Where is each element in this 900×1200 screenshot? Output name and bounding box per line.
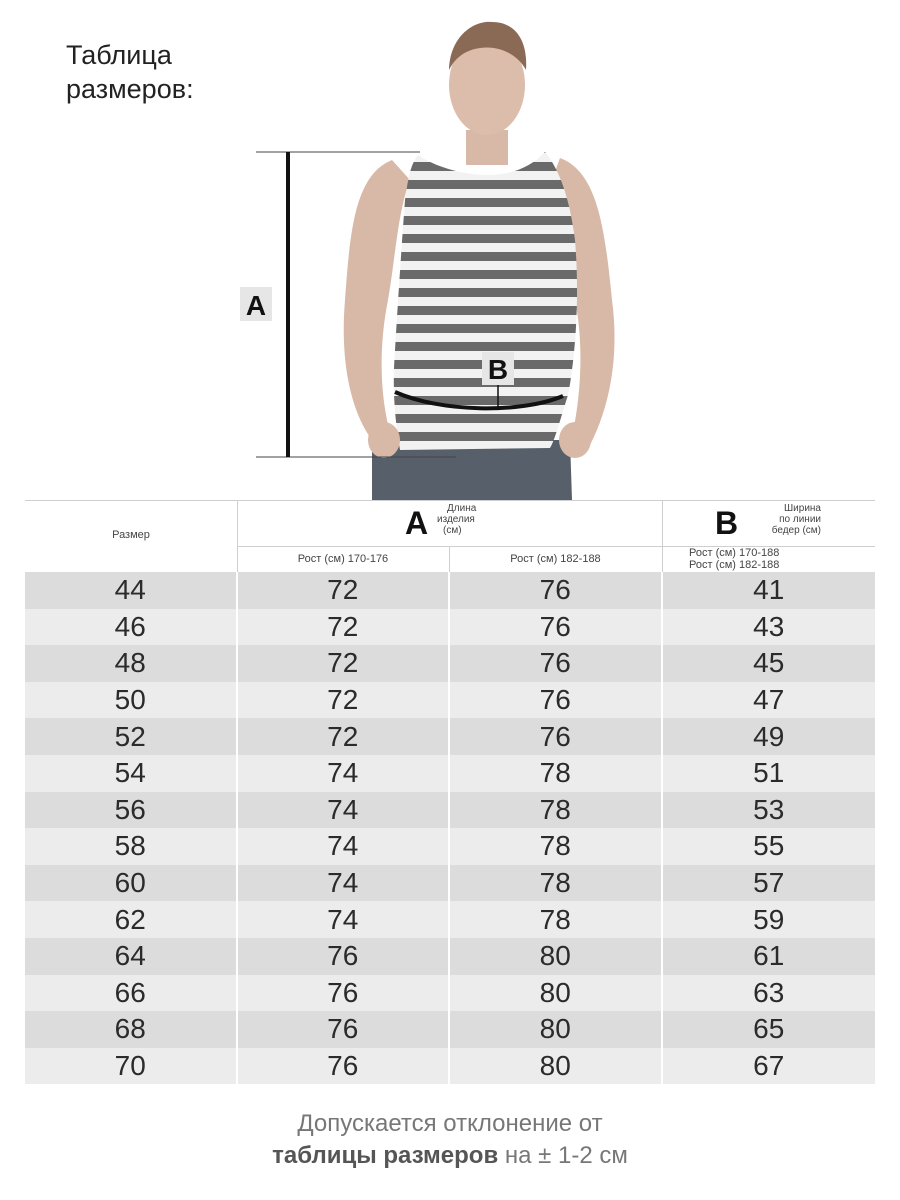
sub-a1: Рост (см) 170-176 (297, 553, 389, 565)
title-line-1: Таблица (66, 40, 172, 70)
size-cell: 70 (25, 1048, 238, 1085)
table-row (25, 718, 875, 755)
table-body (25, 572, 875, 1084)
hip-width-cell: 53 (753, 793, 785, 825)
length-182-188-cell: 78 (450, 828, 663, 865)
size-cell: 52 (25, 718, 238, 755)
hip-width-cell: 43 (753, 610, 785, 642)
length-182-188-cell: 80 (450, 938, 663, 975)
hip-width-cell: 41 (753, 574, 785, 606)
length-182-188-cell: 80 (450, 1048, 663, 1085)
table-row (25, 975, 875, 1012)
table-row (25, 901, 875, 938)
label-a: A (245, 290, 267, 321)
title-line-2: размеров: (66, 74, 194, 104)
length-182-188-cell: 78 (450, 755, 663, 792)
hip-width-cell: 55 (753, 830, 785, 862)
length-182-188-cell: 78 (450, 792, 663, 829)
sub-b: Рост (см) 170-188 Рост (см) 182-188 (689, 547, 780, 571)
length-170-176-cell: 74 (238, 755, 451, 792)
length-170-176-cell: 76 (238, 938, 451, 975)
label-b: B (487, 354, 509, 385)
table-row (25, 755, 875, 792)
length-170-176-cell: 72 (238, 645, 451, 682)
tank-top (394, 152, 577, 450)
right-hand (559, 422, 591, 458)
length-182-188-cell: 76 (450, 609, 663, 646)
note-rest: на ± 1-2 см (498, 1142, 628, 1169)
length-170-176-cell: 74 (238, 828, 451, 865)
length-182-188-cell: 76 (450, 572, 663, 609)
size-header: Размер (112, 529, 150, 541)
size-cell: 54 (25, 755, 238, 792)
size-table (25, 500, 875, 1082)
size-cell: 64 (25, 938, 238, 975)
table-row (25, 645, 875, 682)
table-row (25, 609, 875, 646)
size-cell: 58 (25, 828, 238, 865)
size-cell: 68 (25, 1011, 238, 1048)
length-170-176-cell: 76 (238, 1011, 451, 1048)
table-row (25, 1048, 875, 1085)
length-182-188-cell: 76 (450, 682, 663, 719)
table-row (25, 865, 875, 902)
hip-width-cell: 63 (753, 976, 785, 1008)
table-header (25, 500, 875, 573)
length-182-188-cell: 78 (450, 865, 663, 902)
length-170-176-cell: 74 (238, 865, 451, 902)
length-182-188-cell: 80 (450, 1011, 663, 1048)
size-cell: 44 (25, 572, 238, 609)
hip-width-cell: 65 (753, 1013, 785, 1045)
table-row (25, 792, 875, 829)
size-cell: 48 (25, 645, 238, 682)
size-cell: 56 (25, 792, 238, 829)
col-a-letter: A (405, 505, 429, 541)
hip-width-cell: 45 (753, 647, 785, 679)
note-line-2 (0, 1140, 900, 1172)
table-row (25, 828, 875, 865)
length-170-176-cell: 74 (238, 792, 451, 829)
hip-width-cell: 59 (753, 903, 785, 935)
length-182-188-cell: 80 (450, 975, 663, 1012)
hip-width-cell: 49 (753, 720, 785, 752)
size-cell: 62 (25, 901, 238, 938)
length-170-176-cell: 76 (238, 1048, 451, 1085)
note-line-1: Допускается отклонение от (297, 1110, 603, 1137)
hip-width-cell: 67 (753, 1050, 785, 1082)
length-182-188-cell: 78 (450, 901, 663, 938)
length-170-176-cell: 72 (238, 572, 451, 609)
left-hand (368, 422, 400, 458)
table-row (25, 1011, 875, 1048)
table-row (25, 572, 875, 609)
size-cell: 60 (25, 865, 238, 902)
hip-width-cell: 47 (753, 684, 785, 716)
hip-width-cell: 57 (753, 867, 785, 899)
col-b-letter: B (715, 505, 739, 541)
sub-a2: Рост (см) 182-188 (510, 553, 601, 565)
length-170-176-cell: 72 (238, 609, 451, 646)
length-170-176-cell: 72 (238, 682, 451, 719)
neck (466, 130, 508, 165)
hip-width-cell: 61 (753, 940, 785, 972)
size-cell: 50 (25, 682, 238, 719)
hip-width-cell: 51 (753, 757, 785, 789)
table-row (25, 938, 875, 975)
length-170-176-cell: 72 (238, 718, 451, 755)
deviation-note (0, 1108, 900, 1172)
length-170-176-cell: 74 (238, 901, 451, 938)
length-182-188-cell: 76 (450, 718, 663, 755)
length-182-188-cell: 76 (450, 645, 663, 682)
length-170-176-cell: 76 (238, 975, 451, 1012)
note-bold: таблицы размеров (272, 1142, 499, 1169)
col-b-desc: Ширина по линии бедер (см) (771, 503, 821, 536)
model-figure (0, 0, 900, 500)
col-a-desc: Длина изделия (см) (437, 503, 477, 536)
size-cell: 46 (25, 609, 238, 646)
table-row (25, 682, 875, 719)
size-cell: 66 (25, 975, 238, 1012)
